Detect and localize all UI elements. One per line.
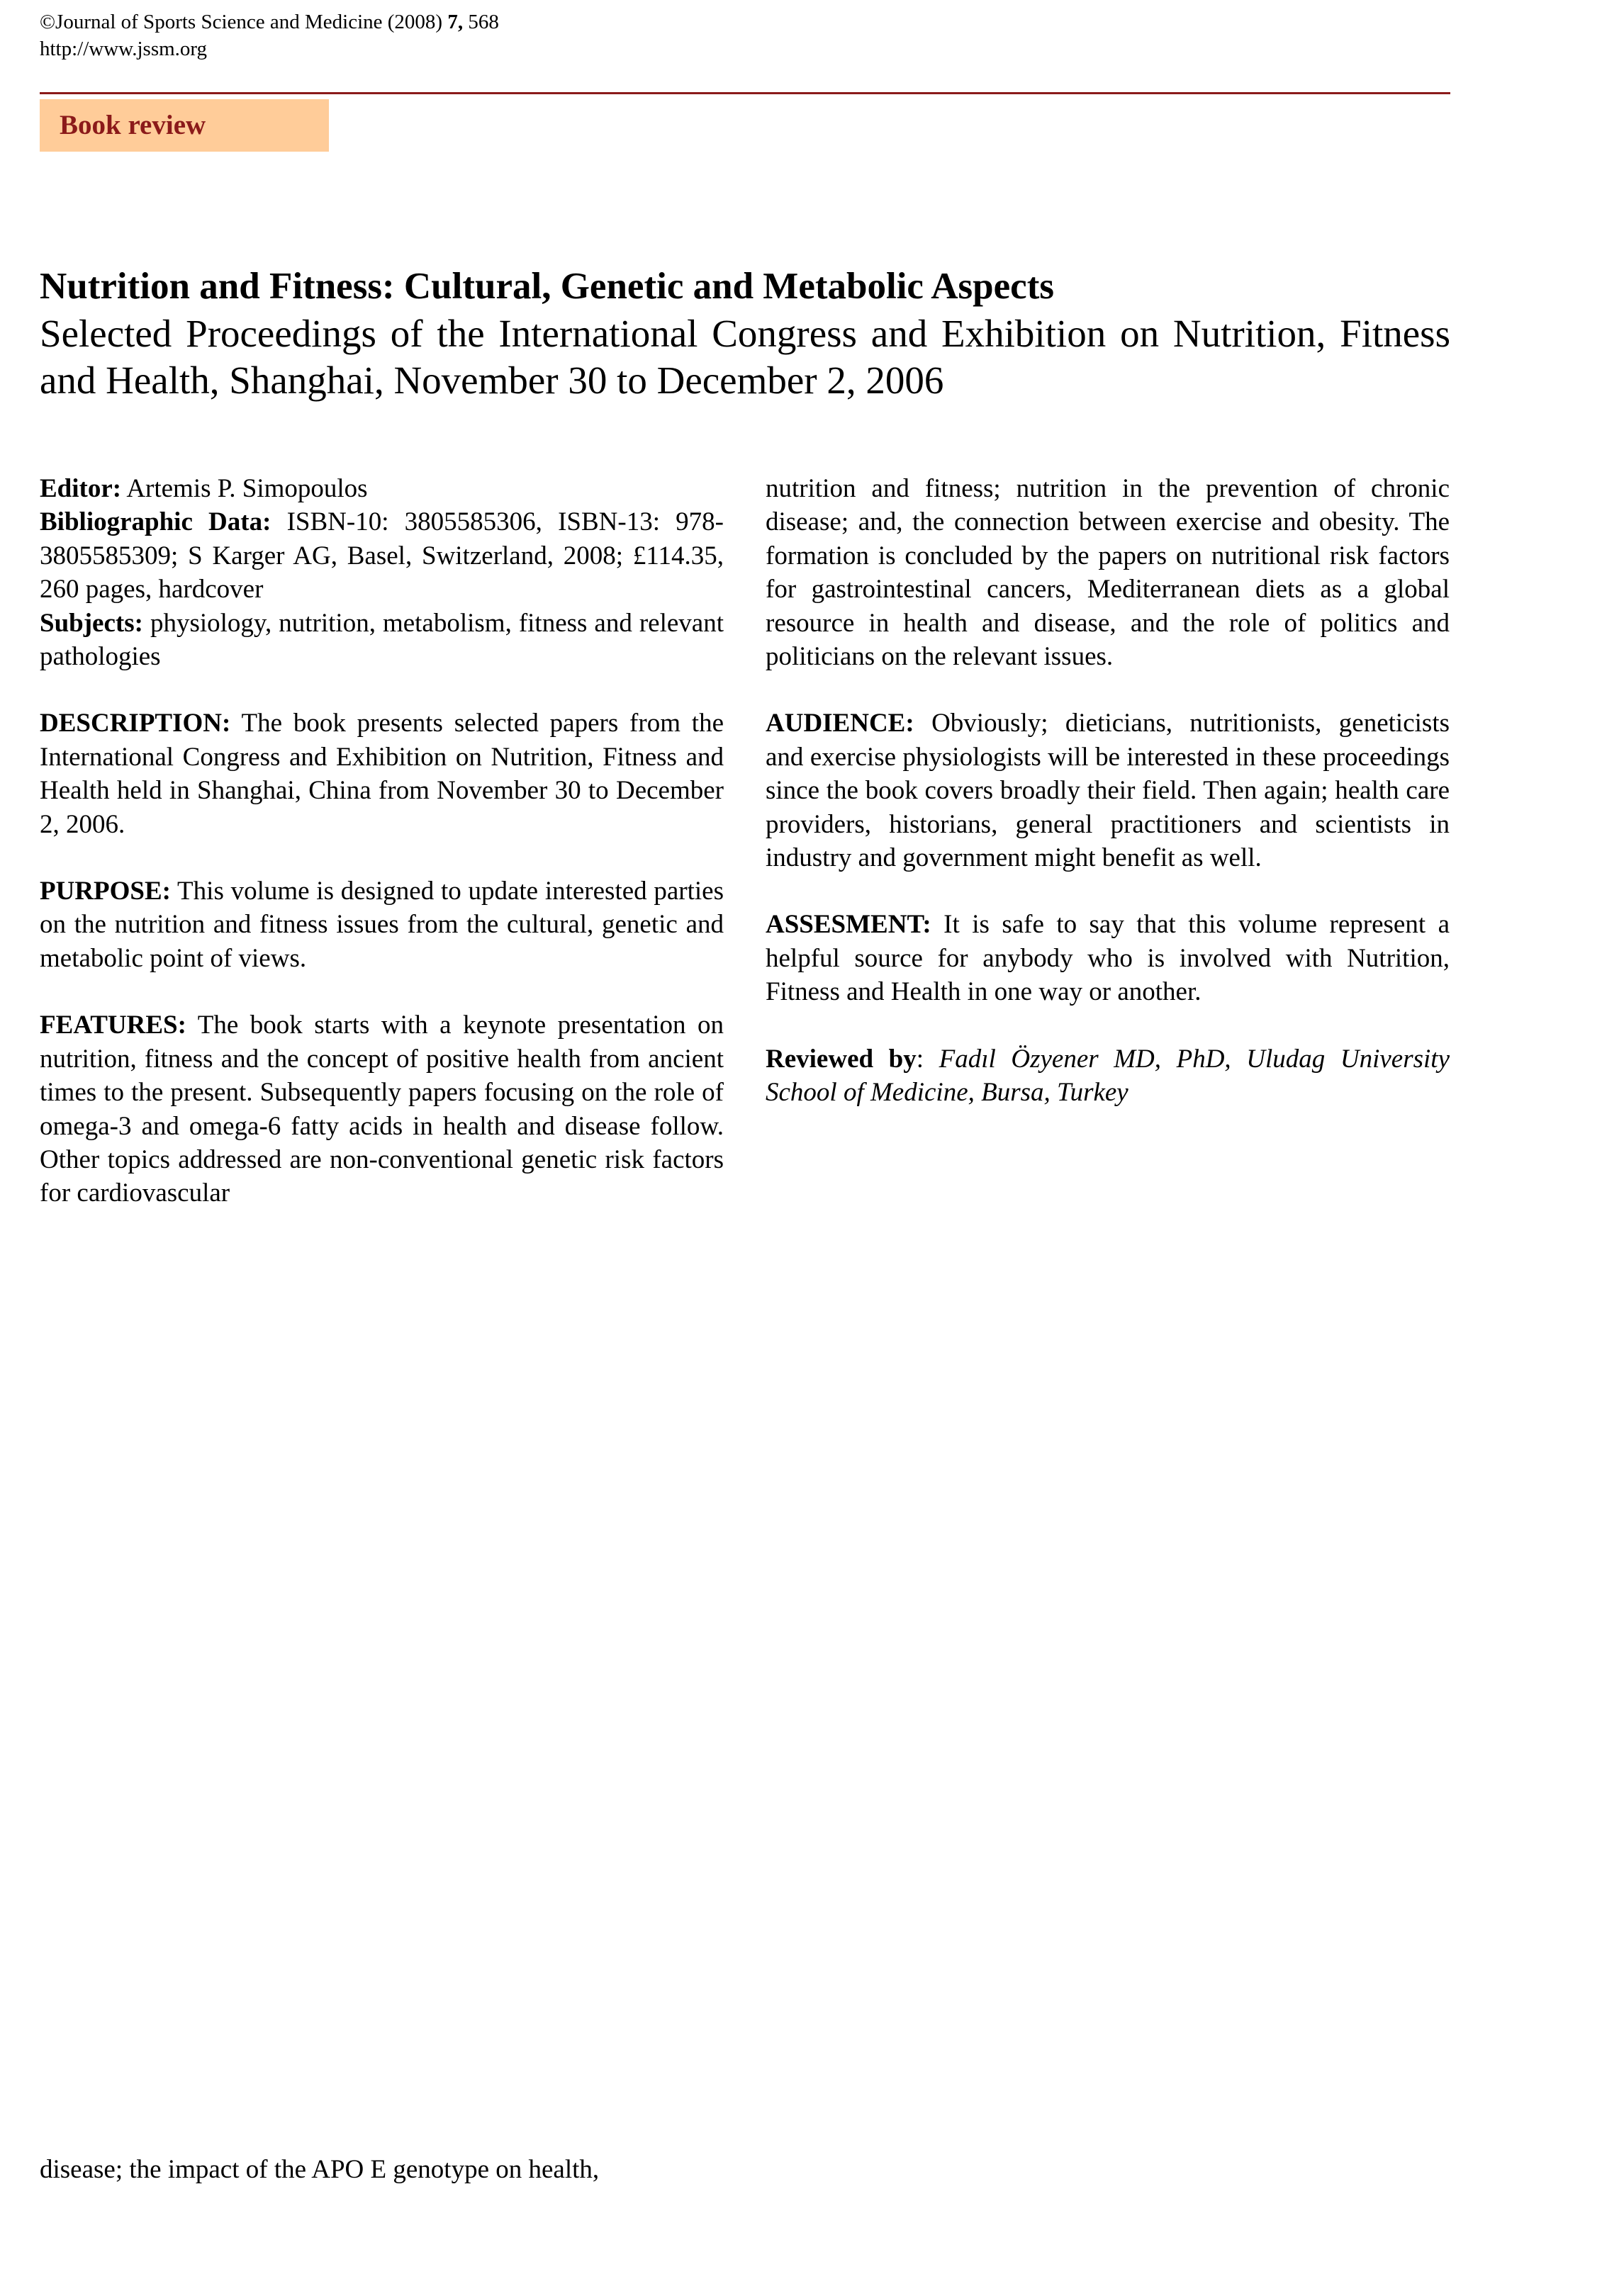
reviewer-paragraph — [766, 1042, 1450, 1110]
description-text: The book presents selected papers from the International Congress and Exhibition on Nutrition, Fitness and Health held in Shanghai, China from November 30 to December 2, 2006. — [40, 709, 724, 839]
audience-paragraph — [766, 707, 1450, 874]
book-title: Nutrition and Fitness: Cultural, Genetic and Metabolic Aspects — [40, 266, 1054, 307]
book-subtitle: Selected Proceedings of the International Congress and Exhibition on Nutrition, Fitness and Health, Shanghai, November 30 to December 2, 2006 — [40, 312, 1450, 402]
assesment-text: It is safe to say that this volume represent a helpful source for anybody who is involved with Nutrition, Fitness and Health in one way or another. — [766, 910, 1450, 1007]
purpose-label: PURPOSE: — [40, 877, 171, 906]
assesment-paragraph — [766, 908, 1450, 1008]
footer-fragment: disease; the impact of the APO E genotype on health, — [40, 2155, 600, 2184]
purpose-text: This volume is designed to update interested parties on the nutrition and fitness issues from the cultural, genetic and metabolic point of views. — [40, 877, 724, 973]
features-continuation: nutrition and fitness; nutrition in the prevention of chronic disease; and, the connection between exercise and obesity. The formation is concluded by the papers on nutritional risk factors for gastrointestinal cancers, Mediterranean diets as a global resource in health and disease, and the role of politics and politicians on the relevant issues. — [766, 474, 1450, 672]
subjects-label: Subjects: — [40, 608, 143, 638]
journal-name: ©Journal of Sports Science and Medicine (2008) — [40, 11, 448, 33]
description-label: DESCRIPTION: — [40, 709, 231, 738]
left-column — [40, 472, 724, 1210]
editor-line — [40, 472, 724, 505]
header-rule — [40, 92, 1450, 94]
editor-value: Artemis P. Simopoulos — [121, 474, 368, 503]
journal-url[interactable]: http://www.jssm.org — [40, 38, 208, 60]
subjects-value: physiology, nutrition, metabolism, fitness and relevant pathologies — [40, 608, 724, 672]
journal-citation — [40, 10, 499, 34]
purpose-paragraph — [40, 874, 724, 975]
editor-label: Editor: — [40, 474, 122, 503]
features-text: The book starts with a keynote presentation on nutrition, fitness and the concept of positive health from ancient times to the present. Subsequently papers focusing on the role of omega-3 and omega-6 fatty acids in health and disease follow. Other topics addressed are non-conventional genetic risk factors for cardiovascular — [40, 1011, 724, 1208]
features-label: FEATURES: — [40, 1011, 186, 1040]
reviewed-by-colon: : — [916, 1044, 939, 1074]
reviewer-name: Fadıl Özyener MD, PhD, Uludag University School of Medicine, Bursa, Turkey — [766, 1044, 1450, 1108]
assesment-label: ASSESMENT: — [766, 910, 931, 940]
description-paragraph — [40, 707, 724, 841]
section-badge: Book review — [40, 99, 329, 152]
audience-label: AUDIENCE: — [766, 709, 914, 738]
journal-page: 568 — [463, 11, 499, 33]
reviewed-by-label: Reviewed by — [766, 1044, 917, 1074]
subjects-line — [40, 607, 724, 674]
right-column — [766, 472, 1450, 1110]
journal-volume: 7, — [447, 11, 464, 33]
features-paragraph — [40, 1008, 724, 1210]
bibliographic-label: Bibliographic Data: — [40, 507, 271, 537]
bibliographic-line — [40, 505, 724, 606]
bibliographic-value: ISBN-10: 3805585306, ISBN-13: 978-3805585309; S Karger AG, Basel, Switzerland, 2008; £114.35, 260 pages, hardcover — [40, 507, 724, 604]
audience-text: Obviously; dieticians, nutritionists, geneticists and exercise physiologists will be interested in these proceedings since the book covers broadly their field. Then again; health care providers, historians, general practitioners and scientists in industry and government might benefit as well. — [766, 709, 1450, 873]
